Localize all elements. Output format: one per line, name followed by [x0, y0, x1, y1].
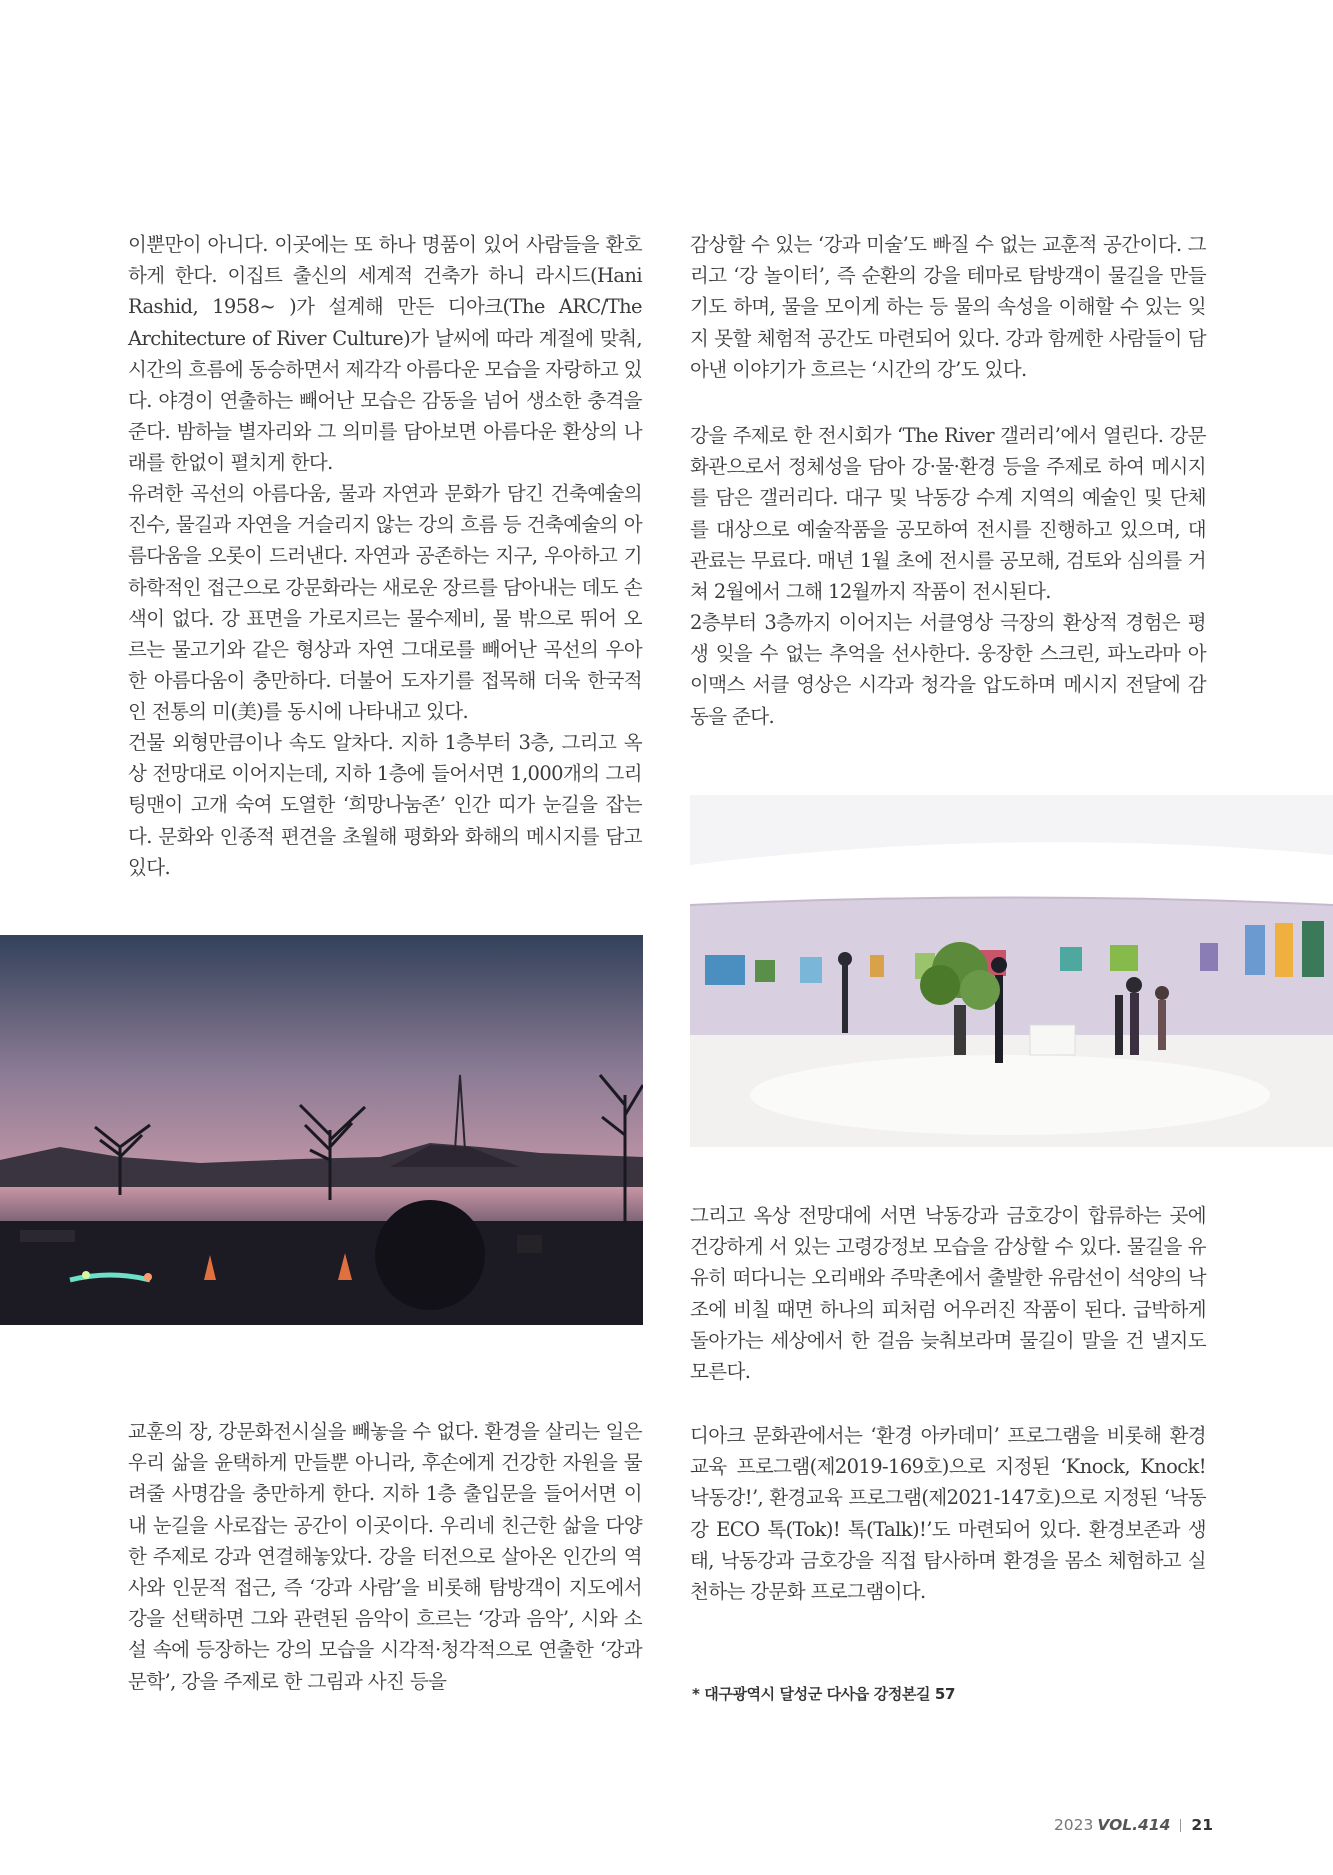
left-para-3: 건물 외형만큼이나 속도 알차다. 지하 1층부터 3층, 그리고 옥상 전망대로 이어지는데, 지하 1층에 들어서면 1,000개의 그리팅맨이 고개 숙여 도열한 ‘희망나눔존’ 인간 띠가 눈길을 잡는다. 문화와 인종적 편견을 초월해 평화와 화해의 메시지를 담고 있다.: [128, 731, 642, 879]
folio-divider: [1180, 1819, 1181, 1832]
gallery-photo: [690, 795, 1333, 1147]
left-para-2: 유려한 곡선의 아름다움, 물과 자연과 문화가 담긴 건축예술의 진수, 물길과 자연을 거슬리지 않는 강의 흐름 등 건축예술의 아름다움을 오롯이 드러낸다. 자연과 공존하는 지구, 우아하고 기하학적인 접근으로 강문화라는 새로운 장르를 담아내는 데도 손색이 없다. 강 표면을 가로지르는 물수제비, 물 밖으로 뛰어 오르는 물고기와 같은 형상과 자연 그대로를 빼어난 곡선의 우아한 아름다움이 충만하다. 더불어 도자기를 접목해 더욱 한국적인 전통의 미(美)를 동시에 나타내고 있다.: [128, 482, 642, 724]
address-note: * 대구광역시 달성군 다사읍 강정본길 57: [692, 1685, 955, 1703]
right-para-1: 감상할 수 있는 ‘강과 미술’도 빠질 수 없는 교훈적 공간이다. 그리고 ‘강 놀이터’, 즉 순환의 강을 테마로 탐방객이 물길을 만들기도 하며, 물을 모이게 하는 등 물의 속성을 이해할 수 있는 잊지 못할 체험적 공간도 마련되어 있다. 강과 함께한 사람들이 담아낸 이야기가 흐르는 ‘시간의 강’도 있다.: [690, 233, 1206, 381]
folio-volume: VOL.414: [1097, 1816, 1171, 1834]
right-para-5: 디아크 문화관에서는 ‘환경 아카데미’ 프로그램을 비롯해 환경교육 프로그램(제2019-169호)으로 지정된 ‘Knock, Knock! 낙동강!’, 환경교육 프로그램(제2021-147호)으로 지정된 ‘낙동강 ECO 톡(Tok)! 톡(Talk)!’도 마련되어 있다. 환경보존과 생태, 낙동강과 금호강을 직접 탐사하며 환경을 몸소 체험하고 실천하는 강문화 프로그램이다.: [690, 1424, 1206, 1604]
left-para-1: 이뿐만이 아니다. 이곳에는 또 하나 명품이 있어 사람들을 환호하게 한다. 이집트 출신의 세계적 건축가 하니 라시드(Hani Rashid, 1958~ )가 설계해 만든 디아크(The ARC/The Architecture of River Culture)가 날씨에 따라 계절에 맞춰, 시간의 흐름에 동승하면서 제각각 아름다운 모습을 자랑하고 있다. 야경이 연출하는 빼어난 모습은 감동을 넘어 생소한 충격을 준다. 밤하늘 별자리와 그 의미를 담아보면 아름다운 환상의 나래를 한없이 펼치게 한다.: [128, 233, 642, 475]
right-para-2: 강을 주제로 한 전시회가 ‘The River 갤러리’에서 열린다. 강문화관으로서 정체성을 담아 강·물·환경 등을 주제로 하여 메시지를 담은 갤러리다. 대구 및 낙동강 수계 지역의 예술인 및 단체를 대상으로 예술작품을 공모하여 전시를 진행하고 있으며, 대관료는 무료다. 매년 1월 초에 전시를 공모해, 검토와 심의를 거쳐 2월에서 그해 12월까지 작품이 전시된다.: [690, 424, 1206, 604]
left-para-4: 교훈의 장, 강문화전시실을 빼놓을 수 없다. 환경을 살리는 일은 우리 삶을 윤택하게 만들뿐 아니라, 후손에게 건강한 자원을 물려줄 사명감을 충만하게 한다. 지하 1층 출입문을 들어서면 이내 눈길을 사로잡는 공간이 이곳이다. 우리네 친근한 삶을 다양한 주제로 강과 연결해놓았다. 강을 터전으로 살아온 인간의 역사와 인문적 접근, 즉 ‘강과 사람’을 비롯해 탐방객이 지도에서 강을 선택하면 그와 관련된 음악이 흐르는 ‘강과 음악’, 시와 소설 속에 등장하는 강의 모습을 시각적·청각적으로 연출한 ‘강과 문학’, 강을 주제로 한 그림과 사진 등을: [128, 1420, 642, 1693]
page-number: 21: [1191, 1816, 1213, 1834]
right-para-3: 2층부터 3층까지 이어지는 서클영상 극장의 환상적 경험은 평생 잊을 수 없는 추억을 선사한다. 웅장한 스크린, 파노라마 아이맥스 서클 영상은 시각과 청각을 압도하며 메시지 전달에 감동을 준다.: [690, 611, 1206, 728]
page-folio: [1054, 1816, 1213, 1834]
folio-year: 2023: [1053, 1816, 1094, 1834]
dusk-river-photo: [0, 935, 643, 1325]
right-para-4: 그리고 옥상 전망대에 서면 낙동강과 금호강이 합류하는 곳에 건강하게 서 있는 고령강정보 모습을 감상할 수 있다. 물길을 유유히 떠다니는 오리배와 주막촌에서 출발한 유람선이 석양의 낙조에 비칠 때면 하나의 피처럼 어우러진 작품이 된다. 급박하게 돌아가는 세상에서 한 걸음 늦춰보라며 물길이 말을 건 낼지도 모른다.: [690, 1204, 1206, 1384]
